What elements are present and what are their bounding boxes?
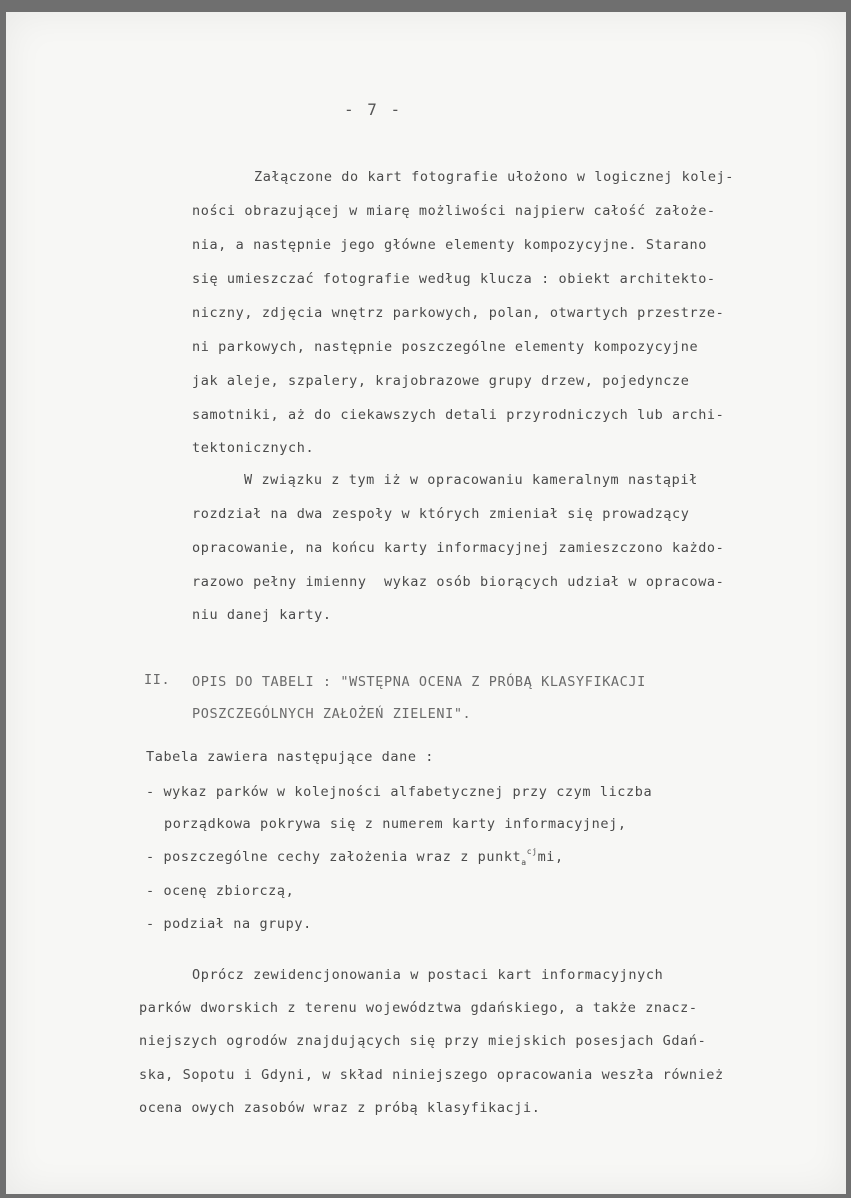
- table-intro: Tabela zawiera następujące dane :: [146, 749, 435, 765]
- document-page: [6, 12, 846, 1194]
- section-heading: OPIS DO TABELI : "WSTĘPNA OCENA Z PRÓBĄ KLASYFIKACJI: [192, 674, 646, 690]
- list-item: - wykaz parków w kolejności alfabetycznej przy czym liczba: [146, 784, 653, 800]
- page-number: - 7 -: [344, 100, 403, 119]
- list-item-sub: a: [521, 858, 527, 867]
- paragraph1-line: tektonicznych.: [192, 440, 315, 456]
- paragraph1-line: nia, a następnie jego główne elementy kompozycyjne. Starano: [192, 237, 707, 253]
- list-item: - ocenę zbiorczą,: [146, 883, 295, 899]
- section-number: II.: [144, 672, 171, 688]
- list-item: - podział na grupy.: [146, 916, 312, 932]
- paragraph1-line: się umieszczać fotografie według klucza : obiekt architekto-: [192, 271, 716, 287]
- paragraph2-line: rozdział na dwa zespoły w których zmieniał się prowadzący: [192, 506, 690, 522]
- paragraph3-line: ska, Sopotu i Gdyni, w skład niniejszego opracowania weszła również: [139, 1067, 724, 1083]
- list-item: [146, 849, 564, 865]
- paragraph1-line: ności obrazującej w miarę możliwości najpierw całość założe-: [192, 203, 716, 219]
- paragraph2-line: niu danej karty.: [192, 607, 332, 623]
- paragraph2-line: razowo pełny imienny wykaz osób biorących udział w opracowa-: [192, 574, 725, 590]
- list-item-sup: cj: [526, 847, 538, 856]
- list-item: porządkowa pokrywa się z numerem karty informacyjnej,: [164, 816, 627, 832]
- paragraph3-line: parków dworskich z terenu województwa gdańskiego, a także znacz-: [139, 1000, 698, 1016]
- paragraph2-line: W związku z tym iż w opracowaniu kameralnym nastąpił: [244, 472, 698, 488]
- paragraph3-line: ocena owych zasobów wraz z próbą klasyfikacji.: [139, 1100, 541, 1116]
- paragraph1-line: Załączone do kart fotografie ułożono w logicznej kolej-: [254, 169, 735, 185]
- paragraph1-line: niczny, zdjęcia wnętrz parkowych, polan, otwartych przestrze-: [192, 305, 725, 321]
- list-item-text: mi,: [537, 849, 564, 865]
- paragraph1-line: jak aleje, szpalery, krajobrazowe grupy drzew, pojedyncze: [192, 373, 690, 389]
- section-heading: POSZCZEGÓLNYCH ZAŁOŻEŃ ZIELENI".: [192, 706, 472, 722]
- paragraph1-line: samotniki, aż do ciekawszych detali przyrodniczych lub archi-: [192, 407, 725, 423]
- paragraph3-line: Oprócz zewidencjonowania w postaci kart informacyjnych: [192, 967, 664, 983]
- paragraph2-line: opracowanie, na końcu karty informacyjnej zamieszczono każdo-: [192, 540, 725, 556]
- paragraph1-line: ni parkowych, następnie poszczególne elementy kompozycyjne: [192, 339, 699, 355]
- paragraph3-line: niejszych ogrodów znajdujących się przy miejskich posesjach Gdań-: [139, 1033, 707, 1049]
- list-item-text: - poszczególne cechy założenia wraz z punkt: [146, 849, 522, 865]
